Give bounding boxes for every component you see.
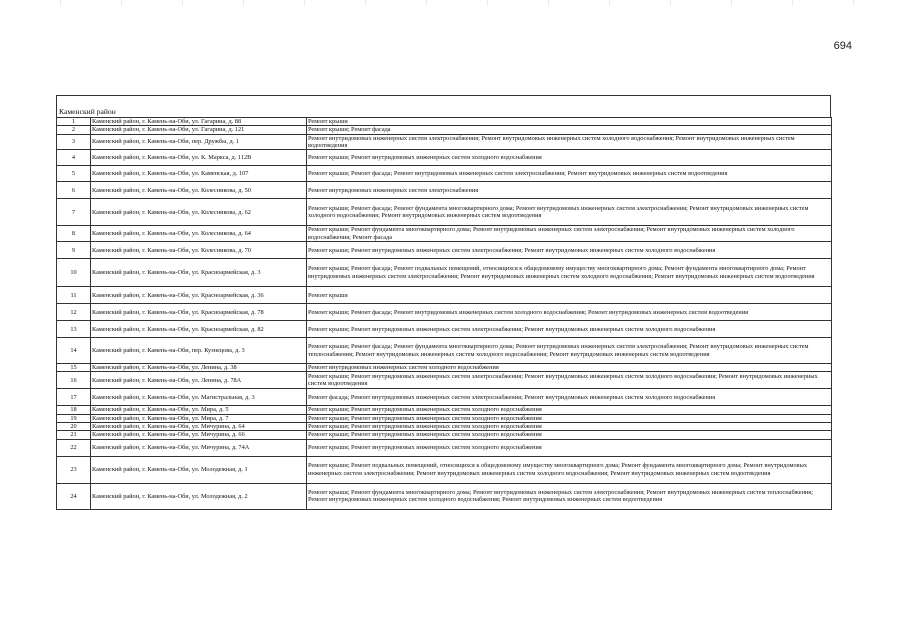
row-address: Каменский район, г. Камень-на-Оби, ул. Магистральная, д. 3 [91,389,307,406]
row-number: 20 [57,423,91,431]
row-address: Каменский район, г. Камень-на-Оби, ул. Красноармейская, д. 36 [91,287,307,304]
row-works: Ремонт крыши; Ремонт фасада; Ремонт внутридомовых инженерных систем электроснабжения; Ремонт внутридомовых инженерных систем водоотведения [307,166,832,182]
row-number: 11 [57,287,91,304]
row-number: 8 [57,226,91,242]
row-works: Ремонт крыши; Ремонт фасада; Ремонт внутридомовых инженерных систем холодного водоснабжения; Ремонт внутридомовых инженерных систем водоотведения [307,304,832,321]
row-number: 2 [57,126,91,134]
table-row [57,304,832,321]
table-row [57,414,832,422]
table-row [57,287,832,304]
works-table [56,117,832,510]
table-row [57,126,832,134]
table-row [57,338,832,364]
page-number: 694 [833,40,852,52]
row-address: Каменский район, г. Камень-на-Оби, ул. Красноармейская, д. 82 [91,321,307,338]
table-row [57,423,832,431]
table-row [57,199,832,226]
row-number: 5 [57,166,91,182]
table-row [57,389,832,406]
row-address: Каменский район, г. Камень-на-Оби, ул. Колесникова, д. 70 [91,242,307,259]
row-works: Ремонт внутридомовых инженерных систем электроснабжения [307,182,832,199]
row-number: 18 [57,406,91,414]
row-number: 3 [57,134,91,150]
row-number: 19 [57,414,91,422]
row-number: 22 [57,439,91,456]
row-number: 6 [57,182,91,199]
table-row [57,150,832,166]
row-address: Каменский район, г. Камень-на-Оби, ул. Ленина, д. 38 [91,364,307,372]
row-works: Ремонт крыши [307,287,832,304]
row-address: Каменский район, г. Камень-на-Оби, ул. Гагарина, д. 121 [91,126,307,134]
row-works: Ремонт крыши; Ремонт внутридомовых инженерных систем электроснабжения; Ремонт внутридомовых инженерных систем холодного водоснабжения [307,242,832,259]
row-number: 10 [57,259,91,287]
row-works: Ремонт крыши; Ремонт подвальных помещений, относящихся к общедомовому имуществу многоквартирного дома; Ремонт фундамента многоквартирного дома; Ремонт внутридомовых инженерных систем электроснабжения; Ремонт внутридомовых инженерных систем холодного водоснабжения; Ремонт внутридомовых инженерных систем водоотведения [307,456,832,483]
row-works: Ремонт крыши [307,118,832,126]
row-address: Каменский район, г. Камень-на-Оби, ул. Колесникова, д. 64 [91,226,307,242]
row-address: Каменский район, г. Камень-на-Оби, ул. Мира, д. 7 [91,414,307,422]
table-row [57,372,832,389]
row-works: Ремонт крыши; Ремонт внутридомовых инженерных систем холодного водоснабжения [307,423,832,431]
row-number: 15 [57,364,91,372]
table-row [57,226,832,242]
row-number: 24 [57,483,91,509]
row-address: Каменский район, г. Камень-на-Оби, пер. Кузнецова, д. 3 [91,338,307,364]
row-works: Ремонт крыши; Ремонт внутридомовых инженерных систем холодного водоснабжения [307,439,832,456]
row-address: Каменский район, г. Камень-на-Оби, ул. Молодежная, д. 2 [91,483,307,509]
row-works: Ремонт крыши; Ремонт фасада [307,126,832,134]
table-row [57,439,832,456]
row-number: 1 [57,118,91,126]
table-row [57,118,832,126]
table-row [57,456,832,483]
table-row [57,321,832,338]
row-works: Ремонт крыши; Ремонт фундамента многоквартирного дома; Ремонт внутридомовых инженерных систем электроснабжения; Ремонт внутридомовых инженерных систем теплоснабжения; Ремонт внутридомовых инженерных систем холодного водоснабжения; Ремонт внутридомовых инженерных систем водоотведения [307,483,832,509]
row-address: Каменский район, г. Камень-на-Оби, ул. Мичурина, д. 74А [91,439,307,456]
table-row [57,134,832,150]
row-works: Ремонт крыши; Ремонт фасада; Ремонт фундамента многоквартирного дома; Ремонт внутридомовых инженерных систем электроснабжения; Ремонт внутридомовых инженерных систем холодного водоснабжения; Ремонт внутридомовых инженерных систем водоотведения [307,199,832,226]
table-row [57,431,832,439]
row-address: Каменский район, г. Камень-на-Оби, ул. К. Маркса, д. 112В [91,150,307,166]
row-works: Ремонт крыши; Ремонт внутридомовых инженерных систем электроснабжения; Ремонт внутридомовых инженерных систем холодного водоснабжения; Ремонт внутридомовых инженерных систем водоотведения [307,372,832,389]
row-works: Ремонт крыши; Ремонт фасада; Ремонт подвальных помещений, относящихся к общедомовому имуществу многоквартирного дома; Ремонт фундамента многоквартирного дома; Ремонт внутридомовых инженерных систем электроснабжения; Ремонт внутридомовых инженерных систем холодного водоснабжения; Ремонт внутридомовых инженерных систем водоотведения [307,259,832,287]
row-works: Ремонт крыши; Ремонт фундамента многоквартирного дома; Ремонт внутридомовых инженерных систем электроснабжения; Ремонт внутридомовых инженерных систем холодного водоснабжения; Ремонт фасада [307,226,832,242]
table-row [57,259,832,287]
row-number: 17 [57,389,91,406]
row-works: Ремонт внутридомовых инженерных систем холодного водоснабжения [307,364,832,372]
row-address: Каменский район, г. Камень-на-Оби, ул. Мичурина, д. 66 [91,431,307,439]
row-number: 4 [57,150,91,166]
row-works: Ремонт крыши; Ремонт внутридомовых инженерных систем электроснабжения; Ремонт внутридомовых инженерных систем холодного водоснабжения [307,321,832,338]
row-works: Ремонт фасада; Ремонт внутридомовых инженерных систем электроснабжения; Ремонт внутридомовых инженерных систем холодного водоснабжения [307,389,832,406]
works-table-body [57,118,832,510]
region-title: Каменский район [59,107,116,116]
row-number: 12 [57,304,91,321]
row-address: Каменский район, г. Камень-на-Оби, ул. Каменская, д. 107 [91,166,307,182]
row-address: Каменский район, г. Камень-на-Оби, ул. Красноармейская, д. 78 [91,304,307,321]
row-address: Каменский район, г. Камень-на-Оби, ул. Колесникова, д. 62 [91,199,307,226]
table-row [57,406,832,414]
row-number: 23 [57,456,91,483]
table-row [57,166,832,182]
row-address: Каменский район, г. Камень-на-Оби, ул. Гагарина, д. 88 [91,118,307,126]
row-works: Ремонт крыши; Ремонт внутридомовых инженерных систем холодного водоснабжения [307,414,832,422]
row-address: Каменский район, г. Камень-на-Оби, ул. Мира, д. 5 [91,406,307,414]
row-address: Каменский район, г. Камень-на-Оби, ул. Ленина, д. 78А [91,372,307,389]
row-works: Ремонт внутридомовых инженерных систем электроснабжения; Ремонт внутридомовых инженерных систем холодного водоснабжения; Ремонт внутридомовых инженерных систем водоотведения [307,134,832,150]
table-row [57,364,832,372]
row-address: Каменский район, г. Камень-на-Оби, ул. Мичурина, д. 64 [91,423,307,431]
row-number: 14 [57,338,91,364]
row-works: Ремонт крыши; Ремонт внутридомовых инженерных систем холодного водоснабжения [307,150,832,166]
row-works: Ремонт крыши; Ремонт внутридомовых инженерных систем холодного водоснабжения [307,431,832,439]
row-number: 16 [57,372,91,389]
region-header [56,95,831,117]
row-address: Каменский район, г. Камень-на-Оби, ул. Красноармейская, д. 3 [91,259,307,287]
scan-edge-noise [0,0,905,6]
row-address: Каменский район, г. Камень-на-Оби, ул. Колесникова, д. 50 [91,182,307,199]
table-row [57,483,832,509]
row-number: 9 [57,242,91,259]
table-row [57,182,832,199]
row-number: 13 [57,321,91,338]
row-works: Ремонт крыши; Ремонт внутридомовых инженерных систем холодного водоснабжения [307,406,832,414]
row-works: Ремонт крыши; Ремонт фасада; Ремонт фундамента многоквартирного дома; Ремонт внутридомовых инженерных систем электроснабжения; Ремонт внутридомовых инженерных систем теплоснабжения; Ремонт внутридомовых инженерных систем холодного водоснабжения; Ремонт внутридомовых инженерных систем водоотведения [307,338,832,364]
table-row [57,242,832,259]
row-address: Каменский район, г. Камень-на-Оби, пер. Дружбы, д. 1 [91,134,307,150]
row-address: Каменский район, г. Камень-на-Оби, ул. Молодежная, д. 1 [91,456,307,483]
row-number: 7 [57,199,91,226]
row-number: 21 [57,431,91,439]
